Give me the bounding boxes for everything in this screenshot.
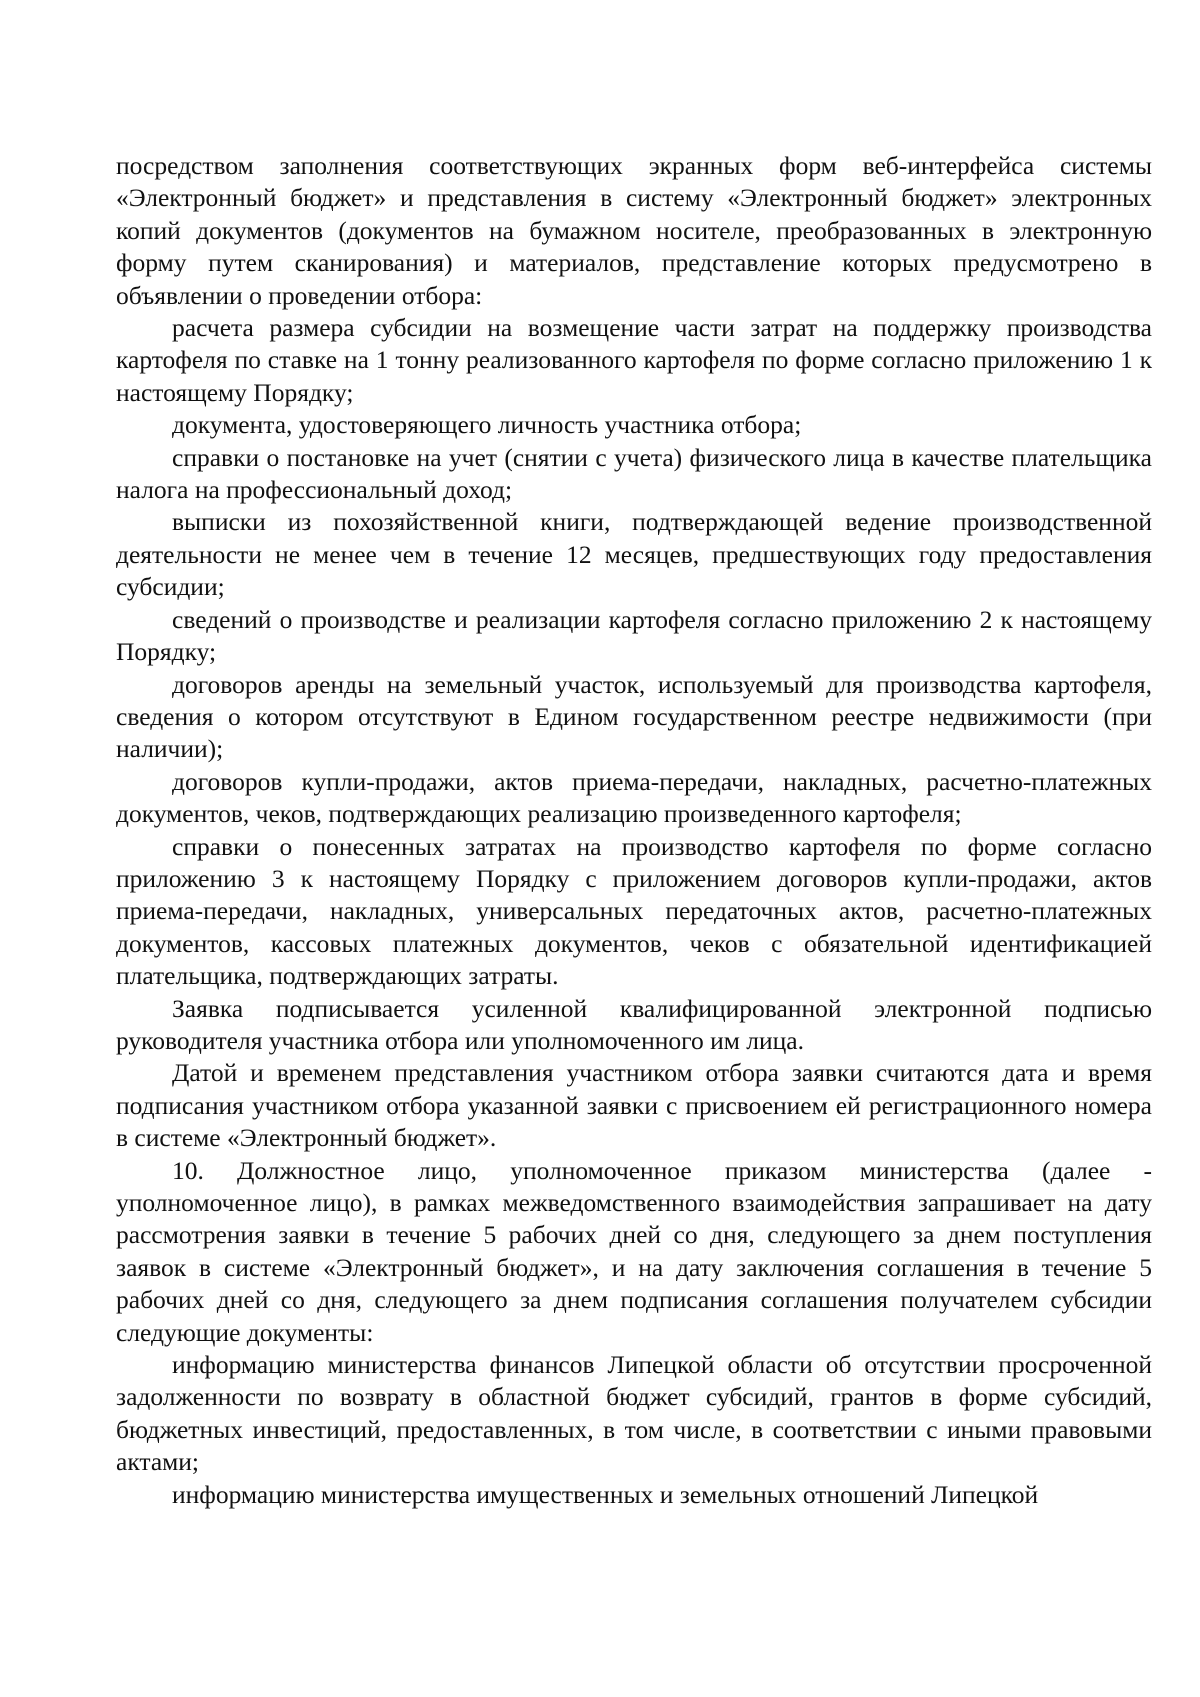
paragraph-10: Заявка подписывается усиленной квалифицированной электронной подписью руководителя участника отбора или уполномоченного им лица. <box>116 993 1152 1055</box>
paragraph-8: договоров купли-продажи, актов приема-передачи, накладных, расчетно-платежных документов, чеков, подтверждающих реализацию произведенного картофеля; <box>116 766 1152 829</box>
paragraph-13: информацию министерства финансов Липецкой области об отсутствии просроченной задолженности по возврату в областной бюджет субсидий, грантов в форме субсидий, бюджетных инвестиций, предоставленных, в том числе, в соответствии с иными правовыми актами; <box>116 1350 1152 1477</box>
paragraph-12: 10. Должностное лицо, уполномоченное приказом министерства (далее - уполномоченное лицо), в рамках межведомственного взаимодействия запрашивает на дату рассмотрения заявки в течение 5 рабочих дней со дня, следующего за днем поступления заявок в системе «Электронный бюджет», и на дату заключения соглашения в течение 5 рабочих дней со дня, следующего за днем подписания соглашения получателем субсидии следующие документы: <box>116 1155 1152 1347</box>
paragraph-5: выписки из похозяйственной книги, подтверждающей ведение производственной деятельности не менее чем в течение 12 месяцев, предшествующих году предоставления субсидии; <box>116 507 1152 602</box>
paragraph-3: документа, удостоверяющего личность участника отбора; <box>172 410 802 440</box>
paragraph-4: справки о постановке на учет (снятии с учета) физического лица в качестве плательщика налога на профессиональный доход; <box>116 442 1152 505</box>
paragraph-6: сведений о производстве и реализации картофеля согласно приложению 2 к настоящему Порядку; <box>116 604 1152 667</box>
paragraph-2: расчета размера субсидии на возмещение части затрат на поддержку производства картофеля по ставке на 1 тонну реализованного картофеля по форме согласно приложению 1 к настоящему Порядку; <box>116 313 1152 407</box>
paragraph-11: Датой и временем представления участником отбора заявки считаются дата и время подписания участником отбора указанной заявки с присвоением ей регистрационного номера в системе «Электронный бюджет». <box>116 1058 1152 1153</box>
paragraph-14: информацию министерства имущественных и земельных отношений Липецкой <box>172 1479 1039 1509</box>
paragraph-9: справки о понесенных затратах на производство картофеля по форме согласно приложению 3 к настоящему Порядку с приложением договоров купли-продажи, актов приема-передачи, накладных, универсальных передаточных актов, расчетно-платежных документов, кассовых платежных документов, чеков с обязательной идентификацией плательщика, подтверждающих затраты. <box>116 831 1152 991</box>
document-body <box>116 150 1152 1511</box>
paragraph-7: договоров аренды на земельный участок, используемый для производства картофеля, сведения о котором отсутствуют в Едином государственном реестре недвижимости (при наличии); <box>116 669 1152 764</box>
paragraph-1: посредством заполнения соответствующих экранных форм веб-интерфейса системы «Электронный бюджет» и представления в систему «Электронный бюджет» электронных копий документов (документов на бумажном носителе, преобразованных в электронную форму путем сканирования) и материалов, представление которых предусмотрено в объявлении о проведении отбора: <box>116 151 1152 310</box>
